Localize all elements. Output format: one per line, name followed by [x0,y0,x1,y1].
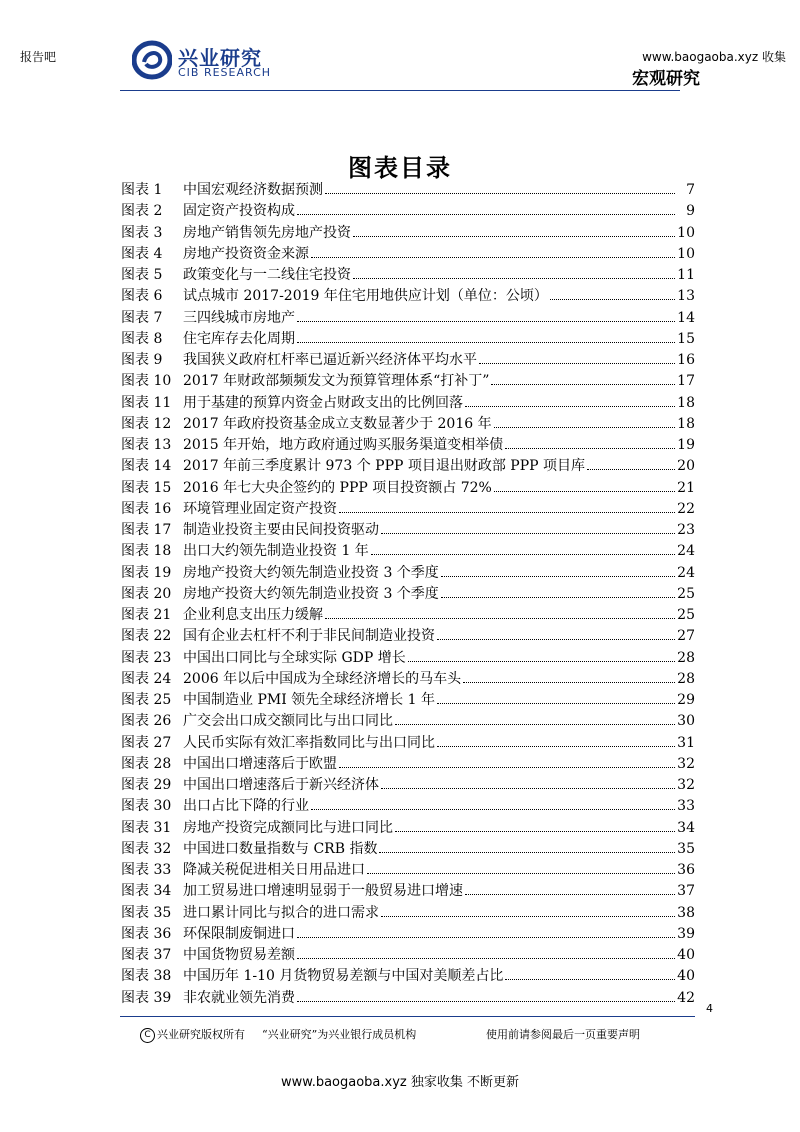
toc-entry-label: 降减关税促进相关日用品进口 [183,862,365,878]
toc-entry-number: 图表 20 [121,585,172,602]
logo-text-en: CIB RESEARCH [178,66,272,79]
toc-entry-label: 2017 年政府投资基金成立支数显著少于 2016 年 [183,415,492,432]
toc-entry-label: 广交会出口成交额同比与出口同比 [183,713,393,730]
toc-entry[interactable] [121,499,695,520]
toc-dot-leader [297,342,675,343]
toc-dot-leader [353,236,675,237]
toc-dot-leader [367,873,675,874]
toc-entry[interactable] [121,733,695,754]
toc-entry-label: 试点城市 2017-2019 年住宅用地供应计划（单位：公顷） [183,288,548,305]
toc-entry-number: 图表 4 [121,245,163,262]
toc-entry-page: 31 [677,734,695,751]
toc-dot-leader [381,533,675,534]
toc-entry[interactable] [121,350,695,371]
toc-entry[interactable] [121,541,695,562]
toc-dot-leader [297,214,675,215]
toc-entry-label: 中国出口同比与全球实际 GDP 增长 [183,649,406,666]
toc-entry-label: 2017 年财政部频频发文为预算管理体系“打补丁” [183,373,490,390]
toc-entry-label: 中国出口增速落后于新兴经济体 [183,777,379,793]
toc-entry-label: 国有企业去杠杆不利于非民间制造业投资 [183,628,435,645]
toc-entry-page: 7 [686,182,695,198]
toc-entry-number: 图表 36 [121,925,172,942]
toc-entry-label: 制造业投资主要由民间投资驱动 [183,522,379,538]
toc-entry-label: 出口占比下降的行业 [183,798,309,815]
logo-text-cn: 兴业研究 [178,46,262,70]
toc-entry-number: 图表 37 [121,947,172,963]
toc-entry-page: 38 [677,904,695,921]
toc-entry[interactable] [121,775,695,796]
cib-logo [132,40,302,80]
toc-entry-page: 40 [677,947,695,963]
toc-entry-page: 15 [677,330,695,347]
toc-entry[interactable] [121,669,695,690]
toc-entry-label: 2006 年以后中国成为全球经济增长的马车头 [183,670,462,687]
toc-entry-page: 19 [677,437,695,453]
toc-entry[interactable] [121,520,695,541]
toc-dot-leader [505,979,675,980]
toc-dot-leader [441,576,675,577]
toc-entry[interactable] [121,860,695,881]
toc-entry[interactable] [121,478,695,499]
toc-entry[interactable] [121,605,695,626]
toc-entry-page: 35 [677,840,695,857]
toc-entry-label: 2016 年七大央企签约的 PPP 项目投资额占 72% [183,479,492,496]
toc-entry-page: 17 [677,373,695,390]
toc-dot-leader [325,618,675,619]
toc-entry[interactable] [121,371,695,392]
toc-entry[interactable] [121,201,695,222]
toc-entry[interactable] [121,180,695,201]
toc-dot-leader [437,639,675,640]
toc-dot-leader [441,597,675,598]
toc-dot-leader [395,724,675,725]
toc-entry-page: 27 [677,628,695,645]
toc-entry-page: 10 [677,224,695,241]
toc-entry-label: 中国宏观经济数据预测 [183,182,323,198]
toc-entry-page: 29 [677,692,695,708]
toc-entry-number: 图表 30 [121,798,172,815]
toc-entry-label: 出口大约领先制造业投资 1 年 [183,543,369,560]
toc-entry-page: 13 [677,288,695,305]
toc-entry-page: 33 [677,798,695,815]
page-number: 4 [706,1002,713,1015]
toc-entry-number: 图表 33 [121,862,172,878]
toc-dot-leader [505,448,675,449]
toc-entry[interactable] [121,626,695,647]
toc-entry-number: 图表 35 [121,904,172,921]
toc-dot-leader [408,661,675,662]
site-label-right: www.baogaoba.xyz 收集 [642,50,786,64]
toc-entry-number: 图表 3 [121,224,163,241]
section-title: 宏观研究 [632,69,700,89]
toc-entry[interactable] [121,945,695,966]
toc-dot-leader [550,299,675,300]
toc-entry-page: 28 [677,649,695,666]
toc-entry[interactable] [121,903,695,924]
toc-entry[interactable] [121,563,695,584]
toc-dot-leader [381,788,675,789]
toc-entry-page: 18 [677,394,695,411]
toc-entry-number: 图表 31 [121,819,172,836]
toc-entry-label: 2017 年前三季度累计 973 个 PPP 项目退出财政部 PPP 项目库 [183,458,586,475]
toc-entry-page: 14 [677,309,695,326]
toc-entry-page: 11 [677,267,695,283]
toc-entry-number: 图表 27 [121,734,172,751]
cib-logo-icon [132,40,172,80]
toc-entry-page: 37 [677,883,695,900]
toc-entry[interactable] [121,818,695,839]
toc-entry-page: 16 [677,352,695,368]
toc-entry-page: 30 [677,713,695,730]
toc-dot-leader [339,767,675,768]
toc-entry-number: 图表 22 [121,628,172,645]
toc-entry-label: 三四线城市房地产 [183,309,295,326]
toc-entry-label: 房地产投资资金来源 [183,245,309,262]
toc-entry-number: 图表 39 [121,989,172,1006]
toc-entry-page: 24 [677,564,695,581]
toc-entry-number: 图表 11 [121,394,172,411]
toc-entry-number: 图表 32 [121,840,172,857]
toc-dot-leader [494,427,675,428]
toc-dot-leader [339,512,675,513]
toc-entry[interactable] [121,584,695,605]
toc-dot-leader [311,257,675,258]
toc-entry-label: 2015 年开始，地方政府通过购买服务渠道变相举债 [183,437,504,453]
toc-entry-label: 人民币实际有效汇率指数同比与出口同比 [183,734,435,751]
toc-entry[interactable] [121,265,695,286]
toc-entry[interactable] [121,435,695,456]
toc-entry-page: 28 [677,670,695,687]
page-title: 图表目录 [348,153,452,182]
toc-entry-label: 房地产投资完成额同比与进口同比 [183,819,393,836]
toc-entry-label: 中国货物贸易差额 [183,947,295,963]
toc-entry-page: 25 [677,585,695,602]
toc-entry-label: 我国狭义政府杠杆率已逼近新兴经济体平均水平 [183,352,477,368]
toc-dot-leader [381,916,675,917]
toc-dot-leader [494,491,675,492]
footer-member: “兴业研究”为兴业银行成员机构 [262,1028,417,1041]
toc-entry-label: 环境管理业固定资产投资 [183,500,337,517]
toc-entry-number: 图表 18 [121,543,172,560]
toc-dot-leader [311,809,675,810]
toc-entry-page: 18 [677,415,695,432]
header-divider [120,90,680,91]
toc-entry-page: 24 [677,543,695,560]
toc-entry-number: 图表 38 [121,968,172,985]
toc-entry-number: 图表 13 [121,437,172,453]
toc-entry[interactable] [121,711,695,732]
toc-dot-leader [463,682,675,683]
toc-entry[interactable] [121,393,695,414]
toc-dot-leader [297,958,675,959]
toc-entry-number: 图表 21 [121,607,172,623]
footer-disclaimer: 使用前请参阅最后一页重要声明 [486,1028,640,1041]
toc-entry-number: 图表 25 [121,692,172,708]
toc-entry-number: 图表 29 [121,777,172,793]
footer-copyright [140,1026,245,1043]
toc-entry-page: 23 [677,522,695,538]
site-label-left: 报告吧 [20,50,57,64]
toc-dot-leader [297,937,675,938]
toc-entry-number: 图表 24 [121,670,172,687]
toc-entry-number: 图表 23 [121,649,172,666]
toc-entry-number: 图表 2 [121,203,163,220]
toc-entry-number: 图表 9 [121,352,163,368]
toc-dot-leader [437,746,675,747]
toc-entry[interactable] [121,966,695,987]
bottom-note: www.baogaoba.xyz 独家收集 不断更新 [280,1075,519,1090]
toc-entry[interactable] [121,244,695,265]
toc-entry-number: 图表 5 [121,267,163,283]
toc-entry-label: 固定资产投资构成 [183,203,295,220]
copyright-icon: C [140,1028,155,1043]
toc-entry[interactable] [121,754,695,775]
toc-entry-number: 图表 28 [121,755,172,772]
toc-entry-page: 42 [677,989,695,1006]
toc-entry-page: 32 [677,755,695,772]
toc-entry[interactable] [121,329,695,350]
toc-entry-label: 政策变化与一二线住宅投资 [183,267,351,283]
toc-entry[interactable] [121,223,695,244]
toc-entry-label: 企业利息支出压力缓解 [183,607,323,623]
toc-entry-page: 40 [677,968,695,985]
toc-dot-leader [395,831,675,832]
toc-entry-label: 中国出口增速落后于欧盟 [183,755,337,772]
toc-entry-number: 图表 14 [121,458,172,475]
toc-entry-number: 图表 12 [121,415,172,432]
toc-entry-number: 图表 16 [121,500,172,517]
toc-dot-leader [297,1001,675,1002]
footer-divider [120,1016,695,1017]
toc-entry-label: 加工贸易进口增速明显弱于一般贸易进口增速 [183,883,463,900]
toc-entry-page: 39 [677,925,695,942]
toc-entry-number: 图表 34 [121,883,172,900]
toc-entry-label: 用于基建的预算内资金占财政支出的比例回落 [183,394,463,411]
toc-entry[interactable] [121,414,695,435]
toc-dot-leader [437,703,675,704]
toc-entry-number: 图表 26 [121,713,172,730]
toc-entry-number: 图表 15 [121,479,172,496]
toc-entry-label: 中国制造业 PMI 领先全球经济增长 1 年 [183,692,435,708]
toc-entry-page: 10 [677,245,695,262]
toc-entry-label: 环保限制废铜进口 [183,925,295,942]
toc-entry[interactable] [121,924,695,945]
toc-entry-page: 9 [686,203,695,220]
toc-entry-label: 房地产投资大约领先制造业投资 3 个季度 [183,564,439,581]
toc-entry-number: 图表 6 [121,288,163,305]
toc-entry-label: 进口累计同比与拟合的进口需求 [183,904,379,921]
toc-entry-label: 中国历年 1-10 月货物贸易差额与中国对美顺差占比 [183,968,504,985]
toc-entry[interactable] [121,881,695,902]
toc-entry[interactable] [121,690,695,711]
toc-dot-leader [587,469,675,470]
toc-entry[interactable] [121,839,695,860]
toc-entry-page: 34 [677,819,695,836]
toc-dot-leader [297,321,675,322]
toc-entry-number: 图表 1 [121,182,163,198]
toc-entry[interactable] [121,308,695,329]
toc-entry[interactable] [121,796,695,817]
toc-entry-label: 房地产投资大约领先制造业投资 3 个季度 [183,585,439,602]
toc-entry-page: 36 [677,862,695,878]
toc-entry-label: 中国进口数量指数与 CRB 指数 [183,840,378,857]
toc-entry-page: 22 [677,500,695,517]
footer-copyright-text: 兴业研究版权所有 [157,1028,245,1041]
toc-entry[interactable] [121,648,695,669]
toc-entry[interactable] [121,286,695,307]
toc-entry-page: 20 [677,458,695,475]
toc-entry-page: 21 [677,479,695,496]
toc-dot-leader [465,406,675,407]
toc-entry-page: 32 [677,777,695,793]
toc-dot-leader [325,193,675,194]
toc-entry-page: 25 [677,607,695,623]
toc-entry-number: 图表 8 [121,330,163,347]
toc-dot-leader [465,894,675,895]
toc-entry-number: 图表 7 [121,309,163,326]
toc-entry-label: 房地产销售领先房地产投资 [183,224,351,241]
toc-list [121,180,695,1009]
toc-dot-leader [371,554,675,555]
toc-entry[interactable] [121,988,695,1009]
toc-entry[interactable] [121,456,695,477]
toc-entry-number: 图表 19 [121,564,172,581]
toc-entry-label: 住宅库存去化周期 [183,330,295,347]
toc-dot-leader [353,278,675,279]
toc-dot-leader [379,852,675,853]
toc-entry-number: 图表 10 [121,373,172,390]
toc-dot-leader [479,363,675,364]
toc-entry-number: 图表 17 [121,522,172,538]
toc-entry-label: 非农就业领先消费 [183,989,295,1006]
toc-dot-leader [491,384,675,385]
